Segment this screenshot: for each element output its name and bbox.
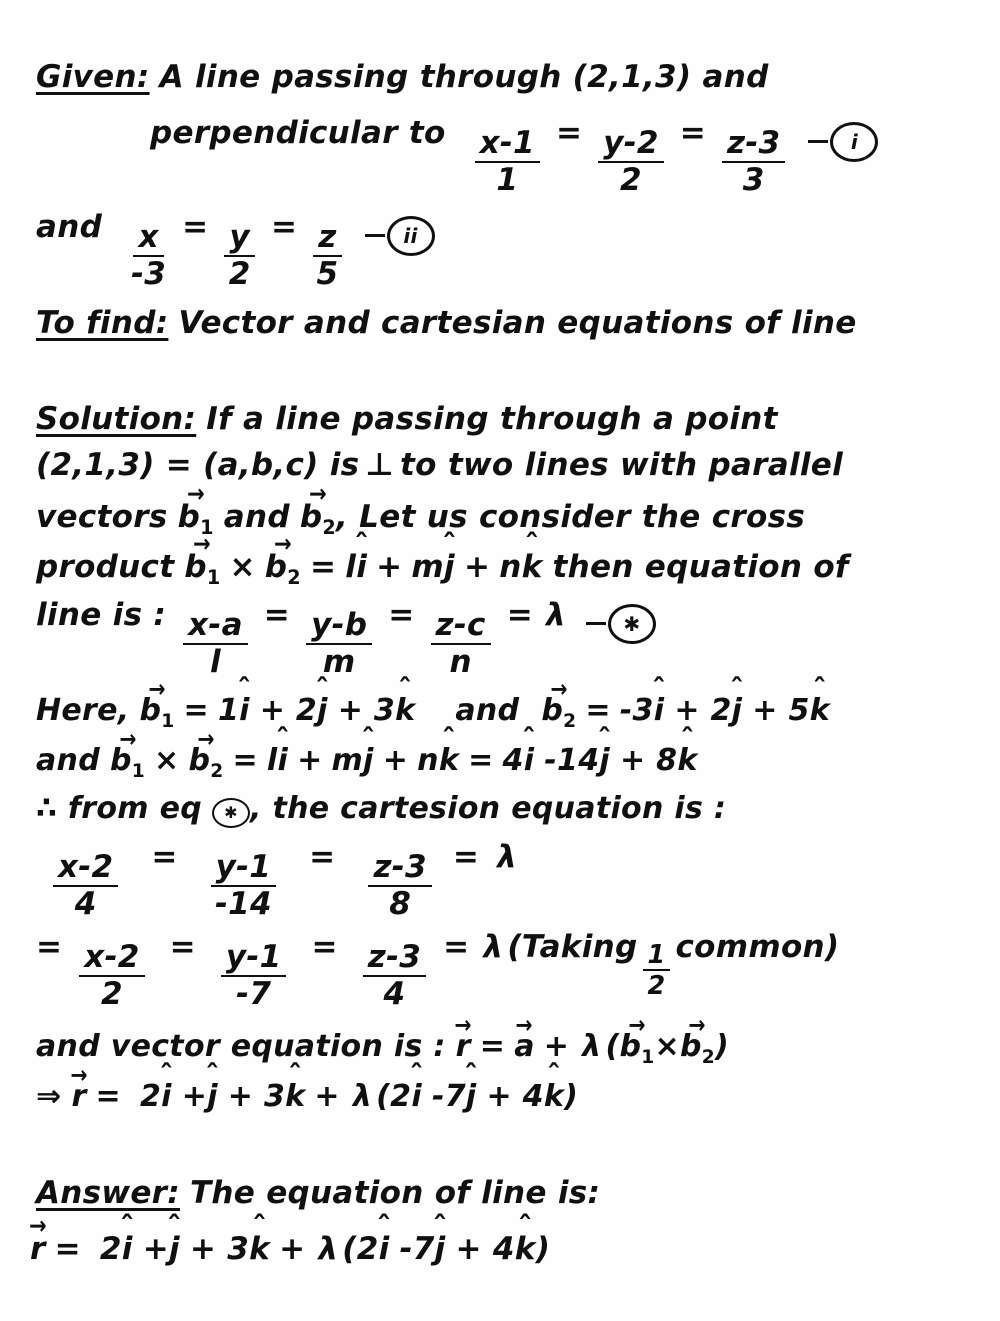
plus-sign: + — [297, 743, 323, 778]
lambda-symbol: λ — [318, 1231, 339, 1267]
unit-vector-j: j ˆ — [444, 552, 455, 583]
and-connector: and — [36, 209, 103, 245]
simplified-den-y: -7 — [236, 976, 272, 1012]
bracket-coeff-j: -7 — [431, 1079, 466, 1114]
coefficient-n: n — [417, 743, 439, 778]
vector-b2-name: b — [541, 693, 564, 728]
leading-equals-sign: = — [36, 929, 63, 965]
eq-ii-num-x: x — [133, 222, 163, 257]
close-paren: ) — [714, 1029, 729, 1064]
vector-b1 — [184, 549, 221, 590]
equals-sign: = — [232, 743, 258, 778]
unit-vector-j: j ˆ — [732, 696, 743, 726]
vector-a: a → — [514, 1030, 535, 1062]
circled-ref-star: ✱ — [212, 798, 250, 828]
unit-vector-k: k ˆ — [515, 1234, 536, 1265]
unit-vector-k: k ˆ — [677, 746, 697, 776]
solution-text-3c: , Let us consider the cross — [336, 499, 806, 535]
unit-vector-i: i ˆ — [161, 1082, 172, 1112]
equals-sign: = — [263, 597, 291, 633]
eq-i-num-x: x-1 — [475, 128, 540, 163]
coefficient-n: n — [499, 549, 522, 585]
cross-coeff-k: + 8 — [620, 743, 678, 778]
equals-sign: = — [585, 693, 611, 728]
b2-coeff-i: -3 — [619, 693, 654, 728]
vector-b1 — [619, 1030, 654, 1068]
taking-common-note-open: (Taking — [507, 929, 638, 965]
b1-coeff-k: + 3 — [337, 693, 396, 728]
general-den-n: n — [449, 644, 472, 680]
answer-bracket-coeff-i: 2 — [356, 1231, 379, 1267]
vector-b1-subscript: 1 — [641, 1047, 655, 1068]
cartesian-equation-line — [46, 839, 521, 922]
to-find-text: Vector and cartesian equations of line — [178, 305, 857, 341]
vector-b2-name: b — [264, 549, 288, 585]
b1-coeff-j: + 2 — [259, 693, 318, 728]
eq-i-num-y: y-2 — [598, 128, 664, 163]
unit-vector-i: i ˆ — [122, 1234, 133, 1265]
general-num-x: x-a — [183, 610, 248, 645]
half-denominator: 2 — [647, 970, 666, 1001]
plus-sign: + — [376, 549, 403, 585]
simplified-num-x: x-2 — [79, 942, 144, 977]
answer-coeff-i: 2 — [99, 1231, 122, 1267]
general-num-y: y-b — [306, 610, 372, 645]
answer-coeff-j: + — [142, 1231, 169, 1267]
vector-b1-name: b — [139, 693, 162, 728]
eq-ii-num-y: y — [224, 222, 255, 257]
unit-vector-j: j ˆ — [466, 1082, 477, 1112]
solution-line-4 — [36, 549, 849, 590]
cross-product-symbol: × — [654, 1029, 680, 1064]
vector-b2-name: b — [299, 499, 323, 535]
unit-vector-i: i ˆ — [356, 552, 367, 583]
vector-b2-subscript: 2 — [563, 711, 577, 732]
unit-vector-k: k ˆ — [285, 1082, 305, 1112]
open-paren: ( — [376, 1079, 391, 1114]
cross-product-result-line — [36, 744, 698, 782]
given-label: Given: — [36, 59, 150, 95]
equals-sign: = — [443, 929, 470, 965]
eq-ii-fraction-y — [224, 219, 255, 292]
therefore-tail-text: , the cartesion equation is : — [250, 791, 727, 826]
eq-i-den-x: 1 — [496, 162, 519, 198]
vector-b2-subscript: 2 — [287, 566, 301, 590]
solution-line-1 — [36, 401, 778, 437]
and-connector: and — [36, 743, 100, 778]
solution-line-3 — [36, 499, 806, 540]
equation-reference-star — [586, 604, 656, 644]
eq-i-den-z: 3 — [742, 162, 765, 198]
to-find-label: To find: — [36, 305, 169, 341]
answer-bracket-coeff-j: -7 — [399, 1231, 435, 1267]
unit-vector-j: j ˆ — [363, 746, 374, 776]
cartesian-fraction-y — [211, 849, 277, 922]
answer-equation-line — [30, 1232, 550, 1265]
eq-ii-fraction-z — [313, 219, 341, 292]
unit-vector-j: j ˆ — [169, 1234, 180, 1265]
vector-b1-name: b — [177, 499, 201, 535]
equals-sign: = — [506, 597, 533, 633]
lambda-symbol: λ — [483, 929, 504, 965]
solution-line-2 — [36, 447, 844, 483]
bracket-coeff-k: + 4 — [486, 1079, 544, 1114]
line-is-label: line is : — [36, 597, 167, 633]
answer-coeff-k: + 3 — [189, 1231, 250, 1267]
equation-reference-ii — [365, 216, 435, 256]
open-paren: ( — [605, 1029, 620, 1064]
eq-i-num-z: z-3 — [722, 128, 785, 163]
eq-ii-num-z: z — [313, 222, 341, 257]
unit-vector-i: i ˆ — [411, 1082, 422, 1112]
unit-vector-j: j ˆ — [599, 746, 610, 776]
unit-vector-k: k ˆ — [249, 1234, 270, 1265]
equals-sign: = — [309, 549, 337, 585]
expansion-coeff-j: + — [181, 1079, 208, 1114]
circled-ref-ii: ii — [387, 216, 435, 256]
vector-equation-line — [36, 1030, 729, 1068]
unit-vector-j: j ˆ — [435, 1234, 446, 1265]
eq-ii-den-y: 2 — [228, 256, 251, 292]
open-paren: ( — [342, 1231, 357, 1267]
eq-ii-den-x: -3 — [131, 256, 167, 292]
lambda-symbol: λ — [352, 1079, 373, 1114]
cross-coeff-j: -14 — [544, 743, 600, 778]
solution-text-3a: vectors — [36, 499, 168, 535]
vector-b2-subscript: 2 — [701, 1047, 715, 1068]
answer-bracket-coeff-k: + 4 — [455, 1231, 515, 1267]
given-line-1 — [36, 59, 769, 95]
dash-icon — [365, 234, 385, 237]
vector-b2 — [264, 549, 301, 590]
unit-vector-k: k ˆ — [395, 696, 415, 726]
b2-coeff-k: + 5 — [752, 693, 810, 728]
implies-symbol: ⇒ — [36, 1079, 62, 1114]
unit-vector-k: k ˆ — [522, 552, 543, 583]
vector-b1 — [140, 694, 175, 732]
equation-reference-i — [808, 122, 878, 162]
therefore-line — [36, 791, 727, 828]
solution-label: Solution: — [36, 401, 197, 437]
cartesian-den-z: 8 — [389, 886, 412, 922]
unit-vector-i: i ˆ — [654, 696, 665, 726]
equals-sign: = — [479, 1029, 506, 1064]
here-label: Here, — [36, 693, 130, 728]
simplified-num-y: y-1 — [221, 942, 287, 977]
vector-b2 — [680, 1030, 715, 1068]
plus-sign: + — [382, 743, 409, 778]
unit-vector-i: i ˆ — [239, 696, 250, 726]
general-fraction-x — [183, 607, 248, 680]
and-connector: and — [455, 693, 520, 728]
eq-i-den-y: 2 — [620, 162, 642, 198]
coefficient-m: m — [411, 549, 445, 585]
general-num-z: z-c — [431, 610, 491, 645]
eq-i-fraction-z — [722, 125, 785, 198]
vector-b2-subscript: 2 — [322, 516, 337, 540]
vector-b2 — [188, 744, 223, 782]
vector-b2 — [299, 499, 337, 540]
vector-r: r → — [71, 1080, 86, 1112]
cartesian-num-z: z-3 — [368, 852, 431, 887]
cross-product-symbol: × — [154, 743, 180, 778]
answer-label: Answer: — [36, 1175, 180, 1211]
half-fraction — [643, 939, 671, 1001]
vector-b1-subscript: 1 — [131, 761, 146, 782]
simplified-fraction-z — [363, 939, 426, 1012]
dash-icon — [808, 140, 828, 143]
plus-sign: + — [463, 549, 491, 585]
simplified-num-z: z-3 — [363, 942, 426, 977]
equals-sign: = — [679, 115, 707, 151]
bracket-coeff-i: 2 — [390, 1079, 412, 1114]
solution-text-2a: (2,1,3) = (a,b,c) is — [36, 447, 360, 483]
eq-ii-fraction-x — [131, 219, 167, 292]
equals-sign: = — [169, 929, 196, 965]
general-fraction-z — [431, 607, 491, 680]
eq-ii-den-z: 5 — [316, 256, 339, 292]
close-paren: ) — [535, 1231, 551, 1267]
equals-sign: = — [182, 209, 209, 245]
equals-sign: = — [270, 209, 298, 245]
perpendicular-symbol: ⊥ — [365, 447, 395, 483]
b1-coeff-i: 1 — [217, 693, 240, 728]
general-den-l: l — [209, 644, 221, 680]
therefore-text: ∴ from eq — [36, 791, 203, 826]
general-den-m: m — [322, 644, 356, 680]
lambda-symbol: λ — [582, 1029, 602, 1064]
answer-line — [36, 1175, 601, 1211]
equals-sign: = — [309, 839, 336, 875]
unit-vector-j: j ˆ — [207, 1082, 218, 1112]
equals-sign: = — [151, 839, 178, 875]
unit-vector-k: k ˆ — [544, 1082, 564, 1112]
perpendicular-to-text: perpendicular to — [150, 115, 446, 151]
cross-coeff-i: 4 — [502, 743, 524, 778]
vector-b2 — [541, 694, 576, 732]
vector-b2-name: b — [188, 743, 211, 778]
coefficient-l: l — [345, 549, 357, 585]
vector-b1-subscript: 1 — [161, 711, 175, 732]
equals-sign: = — [468, 743, 494, 778]
vector-b2-subscript: 2 — [210, 761, 224, 782]
circled-ref-i: i — [830, 122, 878, 162]
vector-equation-expanded-line — [36, 1080, 578, 1112]
equals-sign: = — [183, 693, 209, 728]
vector-b1-name: b — [619, 1029, 642, 1064]
simplified-fraction-y — [221, 939, 287, 1012]
equals-sign: = — [54, 1231, 81, 1267]
inline-ref-star — [212, 798, 250, 828]
expansion-coeff-i: 2 — [139, 1079, 162, 1114]
equals-sign: = — [388, 597, 415, 633]
vector-b1-subscript: 1 — [206, 566, 221, 590]
to-find-line — [36, 305, 857, 341]
cartesian-num-x: x-2 — [53, 852, 118, 887]
taking-common-note-close: common) — [675, 929, 840, 965]
cartesian-den-y: -14 — [214, 886, 272, 922]
coefficient-l: l — [266, 743, 278, 778]
here-vectors-line — [36, 694, 830, 732]
equals-sign: = — [95, 1079, 121, 1114]
solution-text-4b: then equation of — [552, 549, 849, 585]
close-paren: ) — [564, 1079, 579, 1114]
unit-vector-j: j ˆ — [317, 696, 328, 726]
solution-text-4a: product — [36, 549, 175, 585]
unit-vector-i: i ˆ — [278, 746, 289, 776]
general-fraction-y — [306, 607, 372, 680]
solution-line-5-general-equation — [36, 597, 656, 680]
cross-product-symbol: × — [229, 549, 256, 585]
vector-b2-name: b — [679, 1029, 702, 1064]
simplified-equation-line — [36, 929, 840, 1012]
lambda-symbol: λ — [497, 839, 518, 875]
given-line-2 — [150, 115, 878, 198]
equals-sign: = — [555, 115, 583, 151]
vector-r: r → — [456, 1030, 471, 1062]
simplified-den-z: 4 — [383, 976, 406, 1012]
lambda-symbol: λ — [546, 597, 566, 633]
solution-text-1: If a line passing through a point — [206, 401, 778, 437]
vector-b1-name: b — [109, 743, 132, 778]
vector-b1-name: b — [184, 549, 207, 585]
b2-coeff-j: + 2 — [674, 693, 732, 728]
cartesian-den-x: 4 — [74, 886, 97, 922]
solution-text-2b: to two lines with parallel — [400, 447, 844, 483]
vector-equation-label: and vector equation is : — [36, 1029, 446, 1064]
cartesian-num-y: y-1 — [211, 852, 277, 887]
plus-sign: + — [543, 1029, 570, 1064]
unit-vector-k: k ˆ — [439, 746, 459, 776]
expansion-coeff-k: + 3 — [227, 1079, 286, 1114]
circled-ref-star: ✱ — [608, 604, 656, 644]
equals-sign: = — [452, 839, 480, 875]
simplified-den-x: 2 — [101, 976, 123, 1012]
plus-sign: + — [314, 1079, 340, 1114]
half-numerator: 1 — [643, 942, 671, 971]
answer-text: The equation of line is: — [189, 1175, 601, 1211]
and-connector: and — [223, 499, 290, 535]
plus-sign: + — [279, 1231, 306, 1267]
dash-icon — [586, 622, 606, 625]
unit-vector-i: i ˆ — [524, 746, 535, 776]
simplified-fraction-x — [79, 939, 144, 1012]
eq-i-fraction-x — [475, 125, 540, 198]
equals-sign: = — [311, 929, 338, 965]
vector-b1-subscript: 1 — [200, 516, 214, 540]
vector-r: r → — [30, 1232, 46, 1265]
unit-vector-i: i ˆ — [379, 1234, 390, 1265]
cartesian-fraction-z — [368, 849, 431, 922]
cartesian-fraction-x — [53, 849, 118, 922]
eq-i-fraction-y — [598, 125, 664, 198]
vector-b1 — [110, 744, 145, 782]
unit-vector-k: k ˆ — [810, 696, 830, 726]
given-line-3 — [36, 209, 435, 292]
coefficient-m: m — [331, 743, 364, 778]
given-statement-text: A line passing through (2,1,3) and — [159, 59, 769, 95]
